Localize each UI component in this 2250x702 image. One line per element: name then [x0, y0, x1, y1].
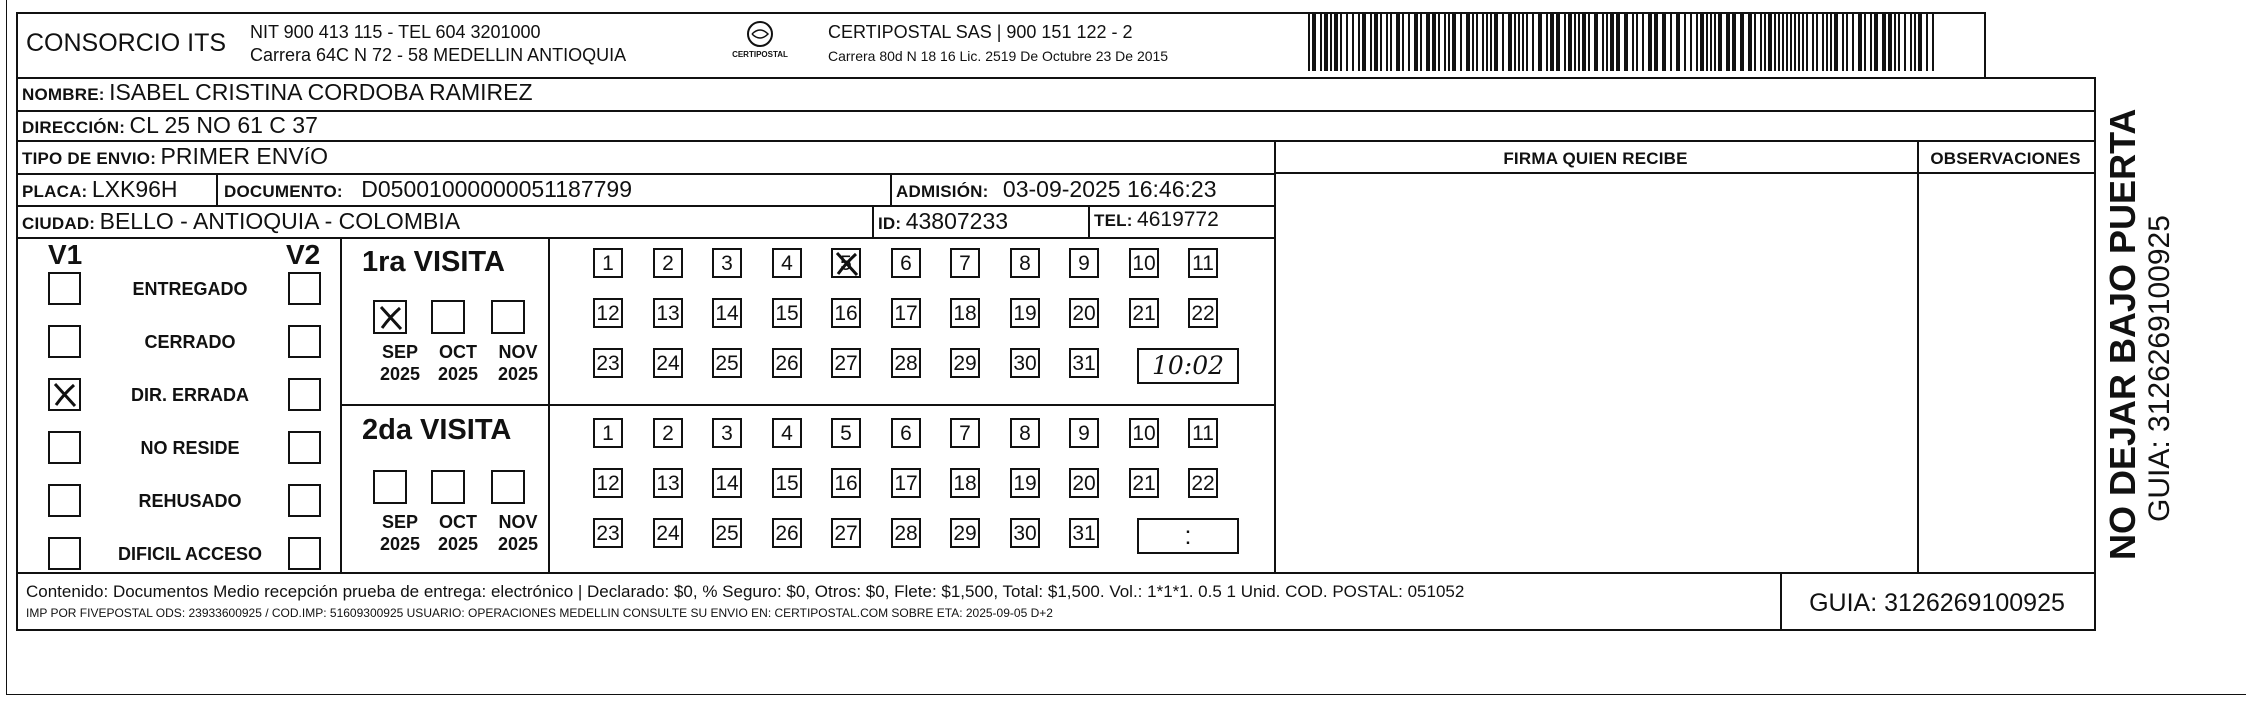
month-name: OCT — [439, 512, 477, 532]
page-edge-left — [6, 0, 7, 694]
day-box[interactable]: 12 — [593, 468, 623, 498]
ciudad-value: BELLO - ANTIOQUIA - COLOMBIA — [99, 208, 461, 234]
day-box[interactable]: 27 — [831, 348, 861, 378]
day-box[interactable]: 22 — [1188, 298, 1218, 328]
company-name: CONSORCIO ITS — [26, 29, 227, 57]
day-box[interactable]: 21 — [1129, 468, 1159, 498]
day-box[interactable]: 24 — [653, 348, 683, 378]
firma-signature-field[interactable] — [1276, 174, 1915, 570]
direccion-label: DIRECCIÓN: — [22, 118, 126, 137]
nombre-value: ISABEL CRISTINA CORDOBA RAMIREZ — [109, 79, 533, 105]
direccion-value: CL 25 NO 61 C 37 — [129, 112, 318, 138]
month-checkbox-nov[interactable] — [491, 300, 525, 334]
day-box[interactable]: 15 — [772, 298, 802, 328]
day-box[interactable]: 7 — [950, 248, 980, 278]
direccion-row — [22, 112, 318, 139]
day-box[interactable]: 12 — [593, 298, 623, 328]
carrier-line2: Carrera 80d N 18 16 Lic. 2519 De Octubre 23 De 2015 — [828, 48, 1169, 64]
placa-cell — [22, 176, 178, 203]
footer-guia: GUIA: 3126269100925 — [1809, 589, 2065, 617]
day-box[interactable]: 1 — [593, 248, 623, 278]
day-box[interactable]: 21 — [1129, 298, 1159, 328]
page-edge — [6, 694, 2246, 695]
admision-value: 03-09-2025 16:46:23 — [1002, 176, 1217, 202]
v1-header: V1 — [48, 239, 83, 270]
observaciones-field[interactable] — [1919, 174, 2092, 570]
day-box[interactable]: 23 — [593, 348, 623, 378]
documento-cell — [224, 176, 632, 203]
day-box[interactable]: 2 — [653, 248, 683, 278]
status-label: ENTREGADO — [132, 279, 248, 299]
day-box[interactable]: 11 — [1188, 418, 1218, 448]
id-label: ID: — [878, 214, 902, 233]
tel-label: TEL: — [1094, 211, 1133, 230]
month-checkbox-oct[interactable] — [431, 470, 465, 504]
day-box[interactable]: 9 — [1069, 248, 1099, 278]
month-checkbox-sep[interactable] — [373, 470, 407, 504]
day-box[interactable]: 18 — [950, 298, 980, 328]
check-x-icon — [50, 380, 80, 410]
month-checkbox-oct[interactable] — [431, 300, 465, 334]
status-label: DIR. ERRADA — [130, 385, 249, 405]
day-box[interactable]: 10 — [1129, 248, 1159, 278]
day-box[interactable]: 13 — [653, 468, 683, 498]
month-name: OCT — [439, 342, 477, 362]
barcode-icon — [1308, 13, 1938, 71]
day-box[interactable]: 5 — [831, 248, 861, 278]
nombre-label: NOMBRE: — [22, 85, 105, 104]
day-box[interactable]: 16 — [831, 468, 861, 498]
day-box[interactable]: 20 — [1069, 298, 1099, 328]
day-box[interactable]: 5 — [831, 418, 861, 448]
v2-header: V2 — [286, 239, 321, 270]
side-warning: NO DEJAR BAJO PUERTA — [2102, 108, 2143, 560]
carrier-line1: CERTIPOSTAL SAS | 900 151 122 - 2 — [828, 22, 1133, 42]
v1-checkbox[interactable] — [48, 378, 81, 411]
v1-checkbox[interactable] — [48, 484, 81, 517]
day-box[interactable]: 31 — [1069, 518, 1099, 548]
tipo-envio-row — [22, 143, 328, 170]
status-label: NO RESIDE — [140, 438, 240, 458]
day-box[interactable]: 25 — [712, 348, 742, 378]
check-x-icon — [832, 249, 862, 279]
day-box[interactable]: 6 — [891, 418, 921, 448]
v2-checkbox[interactable] — [288, 378, 321, 411]
month-year: 2025 — [497, 364, 539, 384]
day-box[interactable]: 19 — [1010, 298, 1040, 328]
day-box[interactable]: 30 — [1010, 518, 1040, 548]
day-box[interactable]: 24 — [653, 518, 683, 548]
v2-checkbox[interactable] — [288, 272, 321, 305]
status-label: DIFICIL ACCESO — [117, 544, 262, 564]
day-box[interactable]: 29 — [950, 518, 980, 548]
tipo-envio-label: TIPO DE ENVIO: — [22, 149, 157, 168]
admision-cell — [896, 176, 1217, 203]
day-box[interactable]: 9 — [1069, 418, 1099, 448]
day-box[interactable]: 8 — [1010, 248, 1040, 278]
id-cell — [878, 208, 1008, 235]
day-box[interactable]: 3 — [712, 418, 742, 448]
footer-imp: IMP POR FIVEPOSTAL ODS: 23933600925 / COD.IMP: 51609300925 USUARIO: OPERACIONES MEDELLIN CONSULTE SU ENVIO EN: CERTIPOSTAL.COM SOBRE ETA: 2025-09-05 D+2 — [26, 606, 1053, 620]
day-box[interactable]: 8 — [1010, 418, 1040, 448]
day-box[interactable]: 31 — [1069, 348, 1099, 378]
day-box[interactable]: 28 — [891, 518, 921, 548]
day-box[interactable]: 23 — [593, 518, 623, 548]
nombre-row — [22, 79, 533, 106]
time-field[interactable]: : — [1137, 518, 1239, 554]
month-checkbox-sep[interactable] — [373, 300, 407, 334]
side-text — [2103, 80, 2213, 560]
v1-checkbox[interactable] — [48, 272, 81, 305]
status-label: REHUSADO — [138, 491, 242, 511]
status-label: CERRADO — [144, 332, 236, 352]
logo-emblem-icon — [740, 20, 780, 50]
logo-text: CERTIPOSTAL — [732, 50, 788, 59]
company-line2: Carrera 64C N 72 - 58 MEDELLIN ANTIOQUIA — [250, 45, 627, 65]
day-box[interactable]: 26 — [772, 348, 802, 378]
day-box[interactable]: 17 — [891, 468, 921, 498]
month-year: 2025 — [497, 534, 539, 554]
admision-label: ADMISIÓN: — [896, 182, 989, 201]
day-box[interactable]: 7 — [950, 418, 980, 448]
firma-header: FIRMA QUIEN RECIBE — [1503, 149, 1688, 168]
certipostal-logo — [725, 20, 795, 68]
side-guia: GUIA: 3126269100925 — [2143, 215, 2176, 522]
day-box[interactable]: 6 — [891, 248, 921, 278]
visit2-title: 2da VISITA — [362, 414, 512, 446]
day-box[interactable]: 16 — [831, 298, 861, 328]
day-box[interactable]: 17 — [891, 298, 921, 328]
day-box[interactable]: 10 — [1129, 418, 1159, 448]
footer-contenido: Contenido: Documentos Medio recepción prueba de entrega: electrónico | Declarado: $0, % Seguro: $0, Otros: $0, Flete: $1,500, Total: $1,500. Vol.: 1*1*1. 0.5 1 Unid. COD. POSTAL: 051052 — [26, 582, 1465, 601]
v1-checkbox[interactable] — [48, 431, 81, 464]
v2-checkbox[interactable] — [288, 537, 321, 570]
documento-label: DOCUMENTO: — [224, 182, 343, 201]
day-box[interactable]: 18 — [950, 468, 980, 498]
v2-checkbox[interactable] — [288, 431, 321, 464]
day-box[interactable]: 22 — [1188, 468, 1218, 498]
day-box[interactable]: 20 — [1069, 468, 1099, 498]
day-box[interactable]: 30 — [1010, 348, 1040, 378]
day-box[interactable]: 4 — [772, 248, 802, 278]
v1-checkbox[interactable] — [48, 325, 81, 358]
month-name: SEP — [381, 342, 419, 362]
v1-checkbox[interactable] — [48, 537, 81, 570]
ciudad-cell — [22, 208, 460, 235]
day-box[interactable]: 25 — [712, 518, 742, 548]
check-x-icon — [376, 303, 406, 333]
v2-checkbox[interactable] — [288, 484, 321, 517]
documento-value: D05001000000051187799 — [361, 176, 632, 202]
day-box[interactable]: 26 — [772, 518, 802, 548]
month-year: 2025 — [437, 534, 479, 554]
day-box[interactable]: 15 — [772, 468, 802, 498]
day-box[interactable]: 1 — [593, 418, 623, 448]
company-line1: NIT 900 413 115 - TEL 604 3201000 — [250, 22, 541, 42]
day-box[interactable]: 14 — [712, 298, 742, 328]
barcode — [1308, 13, 1938, 71]
time-field[interactable]: 10:02 — [1137, 348, 1239, 384]
month-name: NOV — [498, 342, 538, 362]
day-box[interactable]: 11 — [1188, 248, 1218, 278]
tel-value: 4619772 — [1137, 208, 1219, 231]
month-year: 2025 — [379, 364, 421, 384]
month-year: 2025 — [437, 364, 479, 384]
tel-cell — [1094, 208, 1219, 232]
day-box[interactable]: 13 — [653, 298, 683, 328]
ciudad-label: CIUDAD: — [22, 214, 96, 233]
visit1-title: 1ra VISITA — [362, 246, 505, 278]
month-year: 2025 — [379, 534, 421, 554]
tipo-envio-value: PRIMER ENVíO — [160, 143, 328, 169]
month-name: NOV — [498, 512, 538, 532]
day-box[interactable]: 14 — [712, 468, 742, 498]
observaciones-header: OBSERVACIONES — [1930, 149, 2081, 168]
month-checkbox-nov[interactable] — [491, 470, 525, 504]
day-box[interactable]: 27 — [831, 518, 861, 548]
v2-checkbox[interactable] — [288, 325, 321, 358]
day-box[interactable]: 3 — [712, 248, 742, 278]
day-box[interactable]: 29 — [950, 348, 980, 378]
placa-label: PLACA: — [22, 182, 88, 201]
day-box[interactable]: 2 — [653, 418, 683, 448]
month-name: SEP — [381, 512, 419, 532]
id-value: 43807233 — [905, 208, 1009, 234]
placa-value: LXK96H — [91, 176, 178, 202]
day-box[interactable]: 4 — [772, 418, 802, 448]
day-box[interactable]: 19 — [1010, 468, 1040, 498]
day-box[interactable]: 28 — [891, 348, 921, 378]
